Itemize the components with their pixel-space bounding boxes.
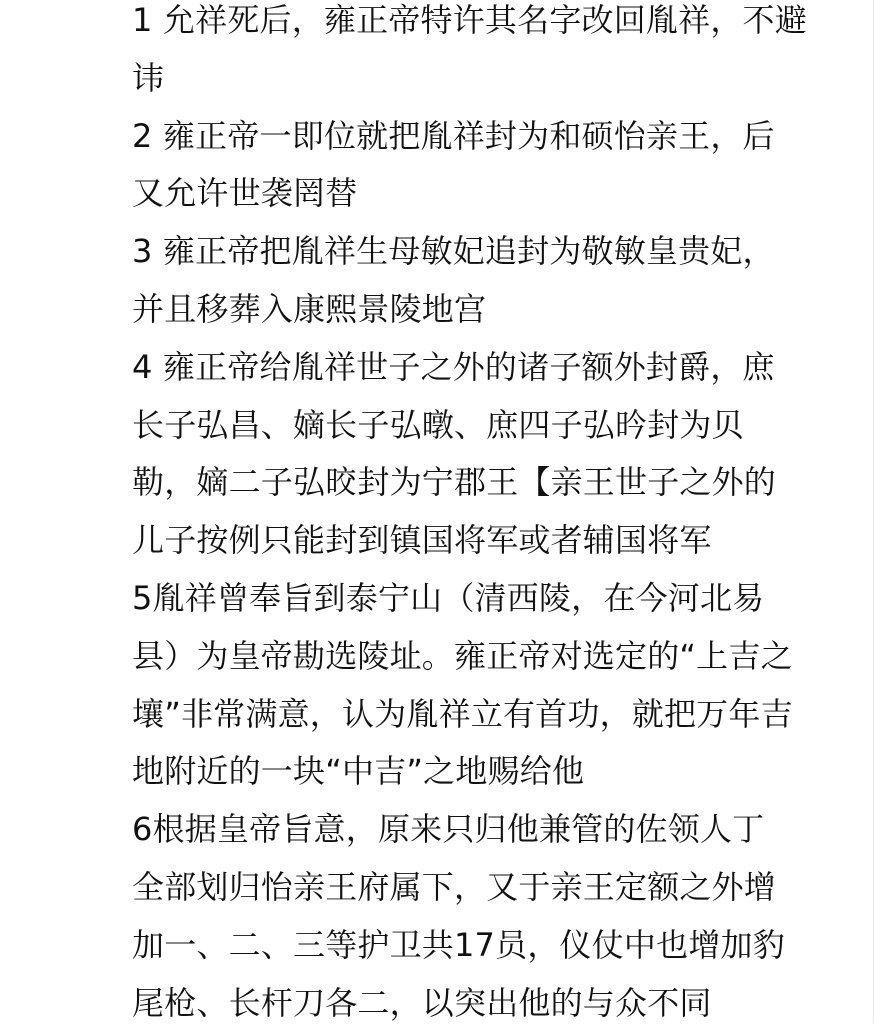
text-line: 长子弘昌、嫡长子弘暾、庶四子弘昑封为贝 [132,405,744,444]
text-line: 讳 [132,58,165,97]
text-line: 地附近的一块“中吉”之地赐给他 [132,752,585,791]
text-line: 1 允祥死后，雍正帝特许其名字改回胤祥，不避 [132,1,807,39]
text-line: 壤”非常满意，认为胤祥立有首功，就把万年吉 [132,694,793,733]
text-line: 2 雍正帝一即位就把胤祥封为和硕怡亲王，后 [132,116,775,155]
text-line: 尾枪、长杆刀各二，以突出他的与众不同 [132,983,712,1022]
article-text [132,0,844,1032]
text-line: 并且移葬入康熙景陵地宫 [132,289,487,328]
text-line: 加一、二、三等护卫共17员，仪仗中也增加豹 [132,925,785,964]
text-line: 全部划归怡亲王府属下，又于亲王定额之外增 [132,867,777,906]
text-line: 6根据皇帝旨意，原来只归他兼管的佐领人丁 [132,810,765,849]
text-line: 4 雍正帝给胤祥世子之外的诸子额外封爵，庶 [132,347,775,386]
text-line: 儿子按例只能封到镇国将军或者辅国将军 [132,521,712,560]
text-line: 3 雍正帝把胤祥生母敏妃追封为敬敏皇贵妃， [132,232,775,271]
text-line: 勒，嫡二子弘晈封为宁郡王【亲王世子之外的 [132,463,777,502]
text-line: 又允许世袭罔替 [132,174,358,213]
text-line: 县）为皇帝勘选陵址。雍正帝对选定的“上吉之 [132,636,793,675]
text-line: 5胤祥曾奉旨到泰宁山（清西陵，在今河北易 [132,578,765,617]
